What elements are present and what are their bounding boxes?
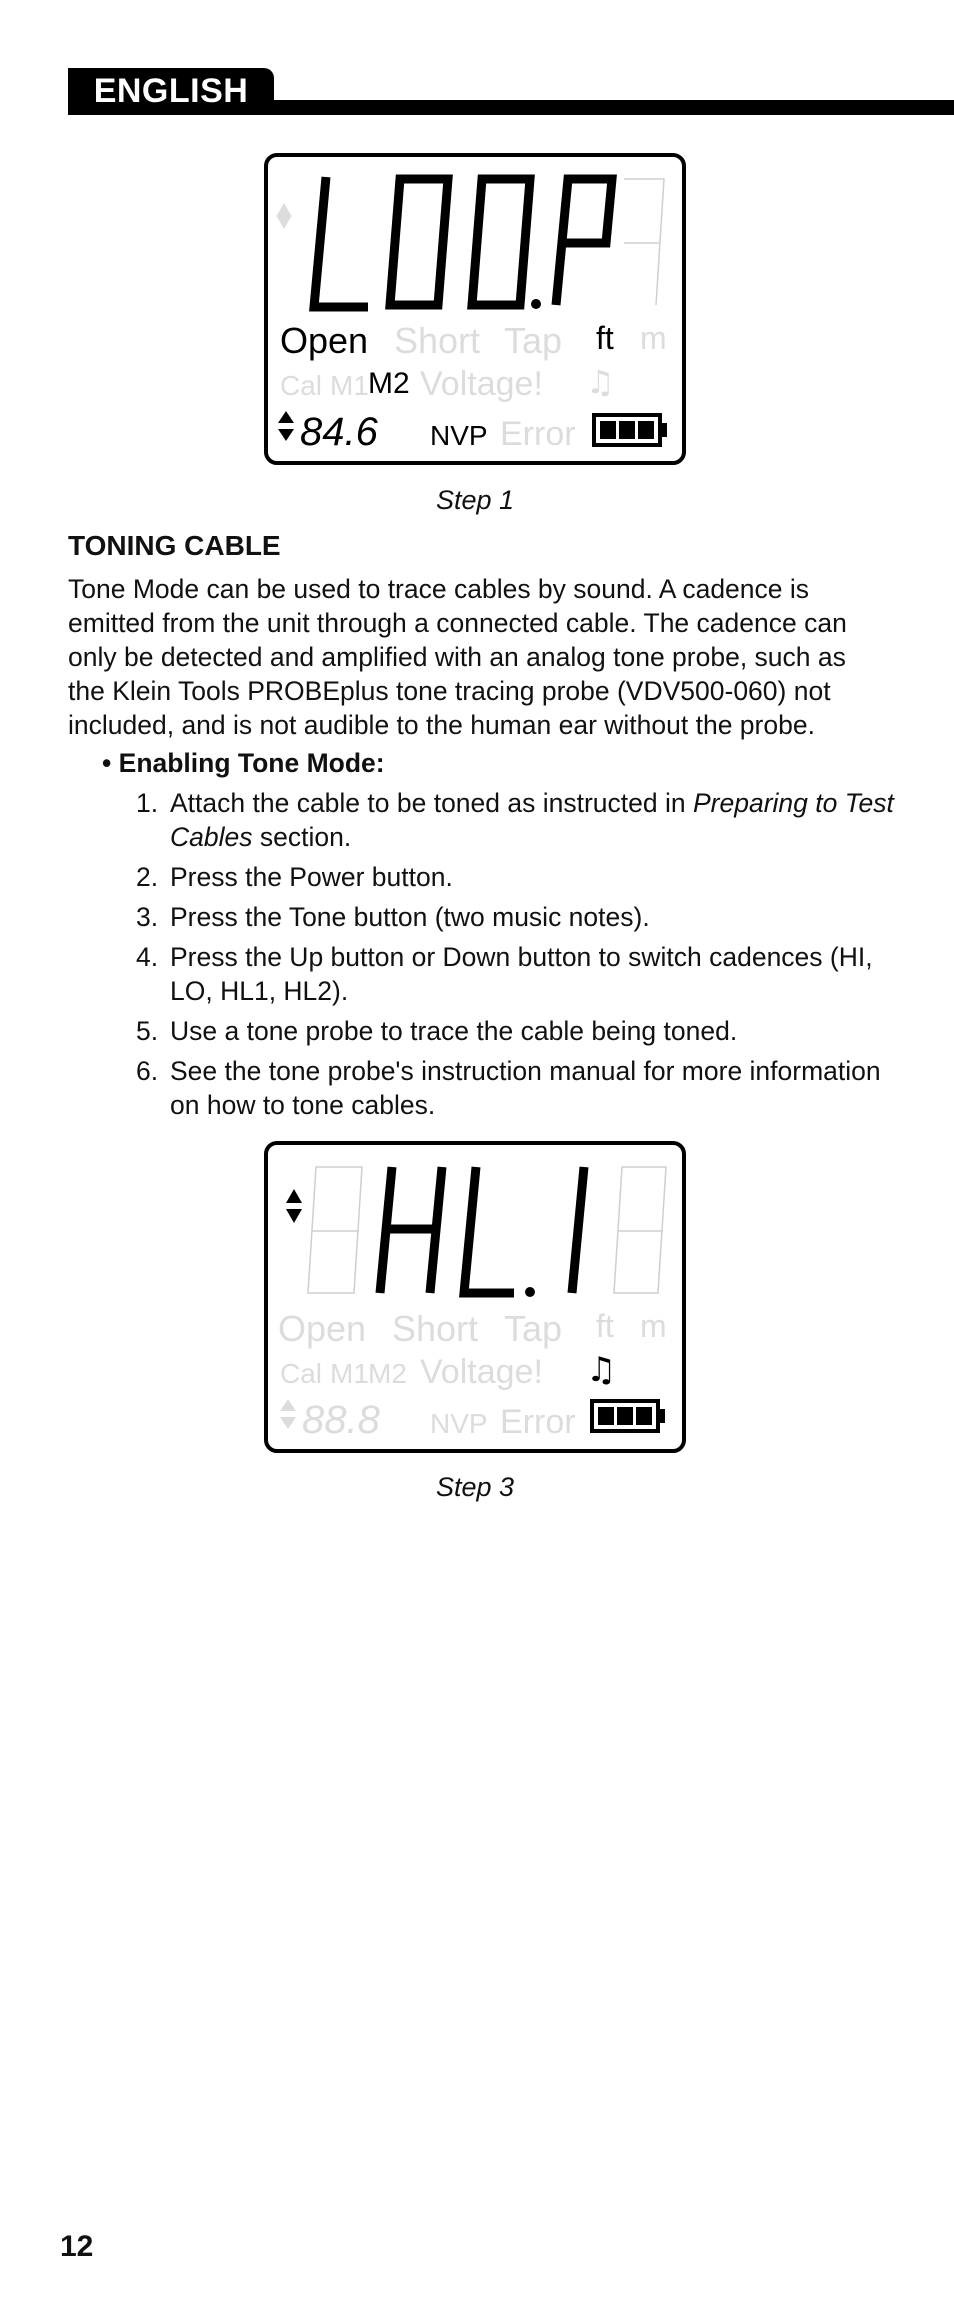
step-text: Use a tone probe to trace the cable being toned. bbox=[170, 1016, 738, 1046]
list-item bbox=[136, 1054, 896, 1122]
step-text: See the tone probe's instruction manual for more information on how to tone cables. bbox=[170, 1056, 881, 1120]
main-segment-readout bbox=[314, 177, 664, 309]
label-short: Short bbox=[394, 320, 481, 361]
lcd-step3-drawing bbox=[268, 1145, 682, 1449]
caption-step1: Step 1 bbox=[435, 485, 515, 515]
page-number: 12 bbox=[60, 2230, 94, 2263]
step-number: 6. bbox=[136, 1056, 159, 1086]
main-segment-readout bbox=[380, 1167, 584, 1297]
list-item bbox=[136, 940, 896, 1008]
list-item bbox=[136, 786, 896, 854]
label-open: Open bbox=[278, 1308, 367, 1349]
step-text: Press the Tone button (two music notes). bbox=[170, 902, 650, 932]
step-number: 1. bbox=[136, 788, 159, 818]
step-text: Attach the cable to be toned as instructed in bbox=[170, 788, 693, 818]
ghost-digit bbox=[308, 1167, 362, 1293]
bullet-text: Enabling Tone Mode: bbox=[118, 748, 385, 778]
seg-P bbox=[556, 179, 612, 305]
ghost-down-arrow-icon bbox=[280, 1417, 296, 1429]
label-m2: M2 bbox=[368, 367, 410, 400]
seg-L bbox=[464, 1167, 514, 1293]
ghost-digit bbox=[614, 1167, 666, 1293]
list-item bbox=[136, 860, 896, 894]
down-arrow-icon bbox=[286, 1209, 302, 1223]
up-arrow-icon bbox=[278, 411, 294, 423]
label-m1: M1 bbox=[330, 370, 369, 401]
nvp-value: 84.6 bbox=[300, 410, 378, 454]
section-paragraph: Tone Mode can be used to trace cables by sound. A cadence is emitted from the unit through a connected cable. The cadence can only be detected and amplified with an analog tone probe, such as the Klein Tools PROBEplus tone tracing probe (VDV500-060) not included, and is not audible to the human ear without the probe. bbox=[68, 574, 847, 740]
battery-icon bbox=[594, 415, 667, 445]
label-voltage: Voltage! bbox=[420, 1353, 543, 1391]
label-cal: Cal bbox=[280, 1358, 323, 1389]
step-text-tail: section. bbox=[252, 822, 352, 852]
list-item bbox=[136, 900, 896, 934]
music-notes-icon: ♫ bbox=[586, 363, 615, 401]
step-number: 2. bbox=[136, 862, 159, 892]
step-number: 3. bbox=[136, 902, 159, 932]
decimal-dot bbox=[531, 299, 541, 309]
caption-step3: Step 3 bbox=[435, 1472, 515, 1502]
seg-L bbox=[314, 177, 368, 307]
label-tap: Tap bbox=[504, 320, 563, 361]
seg-H bbox=[380, 1167, 442, 1293]
list-item bbox=[136, 1014, 896, 1048]
label-m: m bbox=[640, 320, 667, 356]
label-nvp: NVP bbox=[430, 420, 488, 451]
down-arrow-icon bbox=[278, 429, 294, 441]
label-m: m bbox=[640, 1308, 667, 1344]
language-tab: ENGLISH bbox=[68, 68, 274, 115]
up-arrow-icon bbox=[286, 1189, 302, 1203]
seg-O1 bbox=[390, 179, 448, 305]
seg-1 bbox=[572, 1167, 584, 1293]
ghost-up-arrow-icon bbox=[280, 1399, 296, 1411]
lcd-step1-drawing bbox=[268, 157, 682, 461]
lcd-display-step3 bbox=[264, 1141, 686, 1453]
label-error: Error bbox=[500, 1403, 576, 1441]
label-voltage: Voltage! bbox=[420, 365, 543, 403]
label-ft: ft bbox=[596, 1308, 614, 1344]
ghost-up-arrow-icon bbox=[276, 203, 292, 217]
seg-O2 bbox=[472, 179, 530, 305]
label-tap: Tap bbox=[504, 1308, 563, 1349]
section-heading: TONING CABLE bbox=[68, 530, 281, 561]
label-error: Error bbox=[500, 415, 576, 453]
music-notes-icon: ♫ bbox=[586, 1350, 617, 1390]
step-number: 4. bbox=[136, 942, 159, 972]
label-m2: M2 bbox=[368, 1358, 407, 1389]
bullet-item: • Enabling Tone Mode: bbox=[102, 748, 385, 778]
ghost-digit bbox=[624, 179, 664, 305]
step-emphasis: Preparing to Test Cables bbox=[170, 788, 894, 852]
label-short: Short bbox=[392, 1308, 479, 1349]
lcd-display-step1 bbox=[264, 153, 686, 465]
label-ft: ft bbox=[596, 320, 614, 356]
decimal-dot bbox=[525, 1287, 535, 1297]
ghost-down-arrow-icon bbox=[276, 215, 292, 229]
step-number: 5. bbox=[136, 1016, 159, 1046]
label-cal: Cal bbox=[280, 370, 323, 401]
steps-list bbox=[136, 786, 896, 1128]
nvp-value-ghost: 88.8 bbox=[302, 1398, 380, 1442]
step-text: Press the Up button or Down button to switch cadences (HI, LO, HL1, HL2). bbox=[170, 942, 873, 1006]
battery-icon bbox=[592, 1401, 665, 1431]
step-text: Press the Power button. bbox=[170, 862, 453, 892]
label-m1: M1 bbox=[330, 1358, 369, 1389]
label-nvp: NVP bbox=[430, 1408, 488, 1439]
label-open: Open bbox=[280, 320, 369, 361]
